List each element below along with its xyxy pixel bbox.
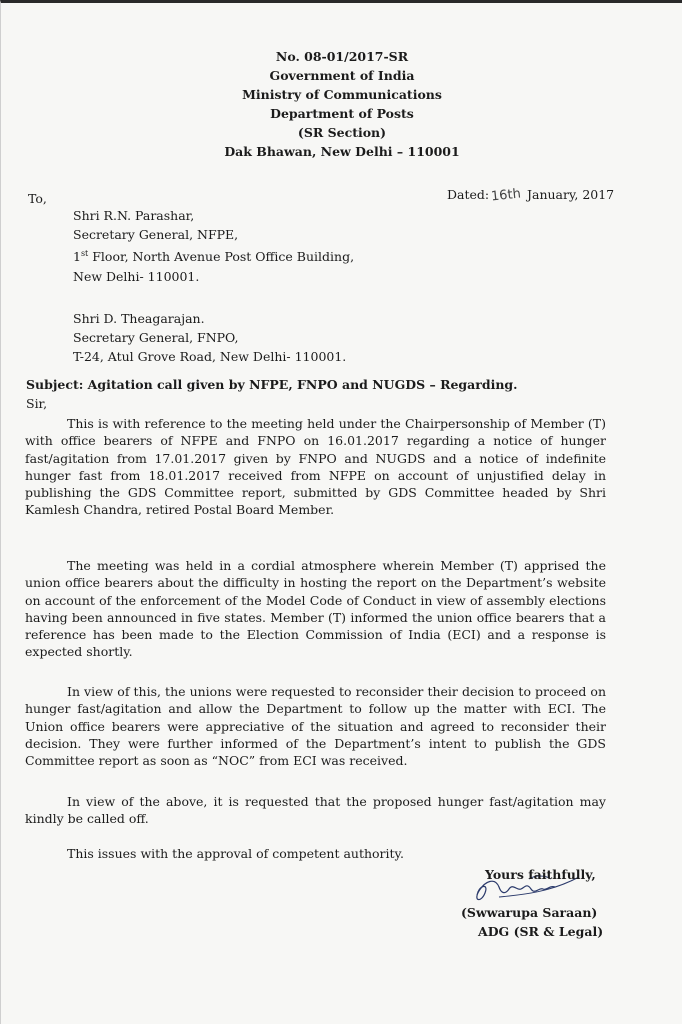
letterhead xyxy=(1,47,682,161)
office-address: Dak Bhawan, New Delhi – 110001 xyxy=(224,144,460,159)
salutation: Sir, xyxy=(26,396,48,411)
department-name: Department of Posts xyxy=(270,106,414,121)
recipient-address: T-24, Atul Grove Road, New Delhi- 110001. xyxy=(73,349,347,365)
date-label: Dated: xyxy=(447,187,490,202)
government-name: Government of India xyxy=(269,68,415,83)
to-label: To, xyxy=(28,191,47,206)
closing-yours-faithfully: Yours faithfully, xyxy=(485,867,596,882)
paragraph-3: In view of this, the unions were requested to reconsider their decision to proceed on hunger fast/agitation and allow the Department to follow up the matter with ECI. The Union office bearers were appreciative of the situation and agreed to reconsider their decision. They were further informed of the Department’s intent to publish the GDS Committee report as soon as “NOC” from ECI was received. xyxy=(25,684,606,769)
recipient-name: Shri D. Theagarajan. xyxy=(73,311,205,326)
signatory-name: (Swwarupa Saraan) xyxy=(461,905,598,920)
date-month-year: January, 2017 xyxy=(526,187,615,202)
paragraph-1: This is with reference to the meeting held under the Chairpersonship of Member (T) with office bearers of NFPE and FNPO on 16.01.2017 regarding a notice of hunger fast/agitation from 17.01.2017 given by FNPO and NUGDS and a notice of indefinite hunger fast from 18.01.2017 received from NFPE on account of unjustified delay in publishing the GDS Committee report, submitted by GDS Committee headed by Shri Kamlesh Chandra, retired Postal Board Member. xyxy=(25,416,606,518)
paragraph-2: The meeting was held in a cordial atmosphere wherein Member (T) apprised the union office bearers about the difficulty in hosting the report on the Department’s website on account of the enforcement of the Model Code of Conduct in view of assembly elections having been announced in five states. Member (T) informed the union office bearers that a reference has been made to the Election Commission of India (ECI) and a response is expected shortly. xyxy=(25,558,606,660)
recipient-title: Secretary General, NFPE, xyxy=(73,227,239,243)
subject-line: Subject: Agitation call given by NFPE, FNPO and NUGDS – Regarding. xyxy=(26,377,518,392)
recipient-address-line: 1st Floor, North Avenue Post Office Building, xyxy=(73,249,355,265)
recipient-city: New Delhi- 110001. xyxy=(73,268,200,284)
recipient-title: Secretary General, FNPO, xyxy=(73,330,239,346)
reference-number: No. 08-01/2017-SR xyxy=(275,49,409,64)
paragraph-5: This issues with the approval of competent authority. xyxy=(67,846,404,861)
recipient-name: Shri R.N. Parashar, xyxy=(73,208,195,223)
recipient-block-2 xyxy=(73,309,346,367)
paragraph-4: In view of the above, it is requested that the proposed hunger fast/agitation may kindly be called off. xyxy=(25,794,606,827)
date-line xyxy=(447,187,614,203)
date-day-handwritten: 16th xyxy=(490,186,522,205)
signatory-designation: ADG (SR & Legal) xyxy=(478,924,604,939)
recipient-block-1 xyxy=(73,206,354,286)
ministry-name: Ministry of Communications xyxy=(242,87,442,102)
section-name: (SR Section) xyxy=(297,125,387,140)
